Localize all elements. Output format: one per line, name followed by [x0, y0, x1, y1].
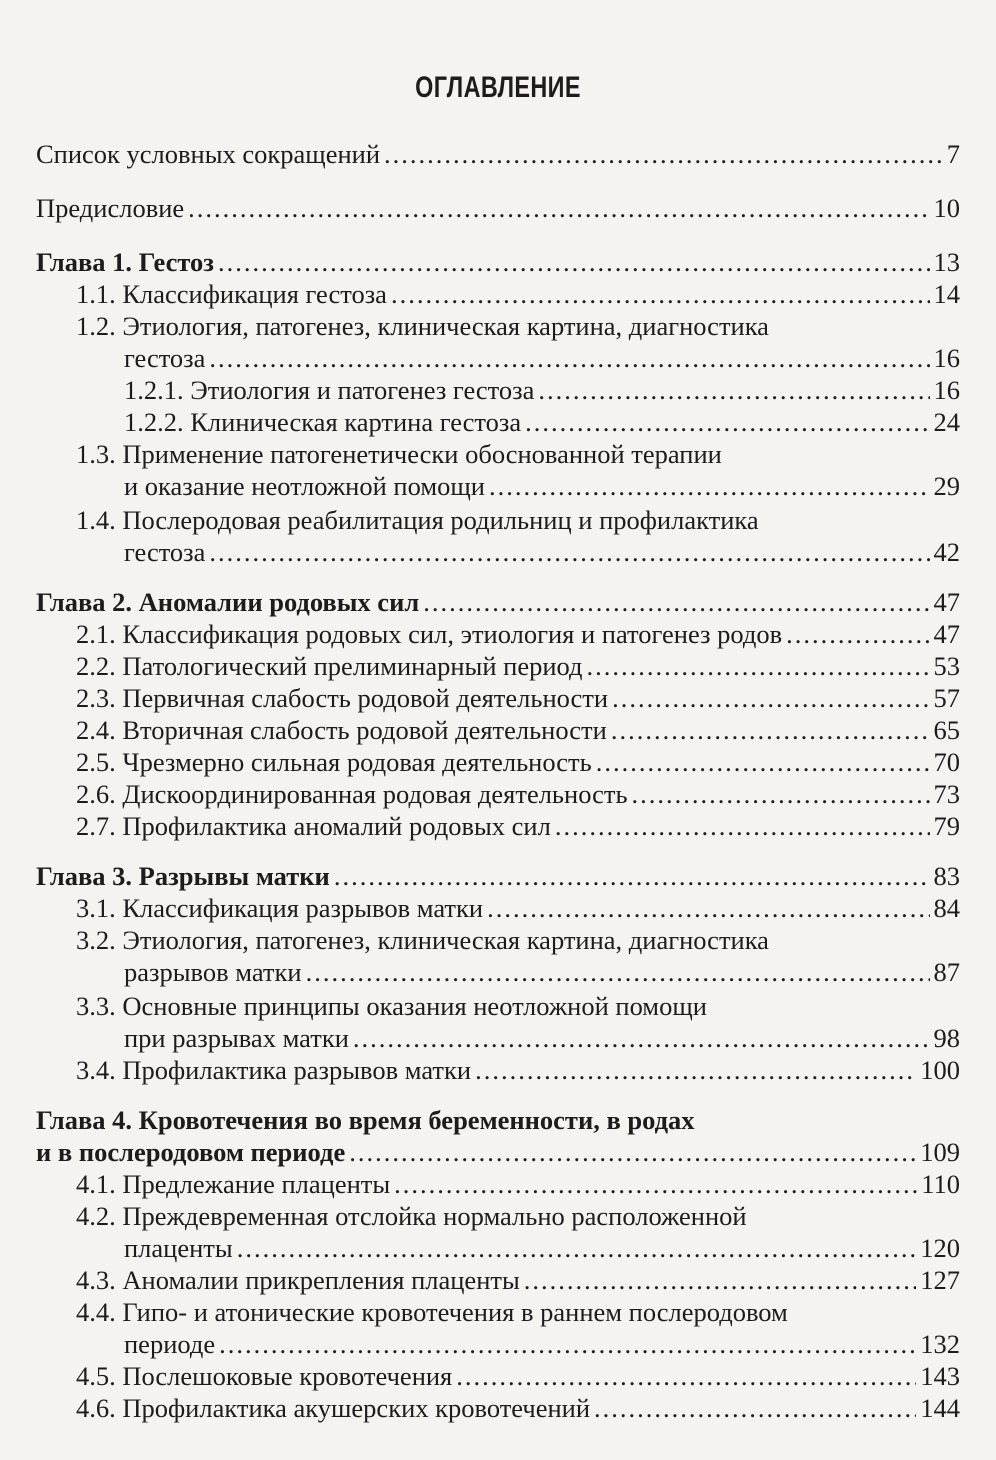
toc-page-number: 24 — [933, 407, 960, 437]
toc-entry-title: 1.2.1. Этиология и патогенез гестоза — [124, 375, 535, 405]
leader-dots — [594, 1392, 916, 1424]
toc-entry-preface[interactable] — [36, 192, 960, 224]
toc-entry-title-first-line: 4.2. Преждевременная отслойка нормально расположенной — [76, 1201, 747, 1231]
toc-page-number: 7 — [946, 139, 960, 169]
leader-dots — [538, 374, 929, 406]
toc-entry-title: 4.6. Профилактика акушерских кровотечений — [76, 1393, 591, 1423]
toc-entry-3-3[interactable] — [36, 990, 960, 1054]
leader-dots — [525, 406, 929, 438]
toc-page-number: 10 — [933, 193, 960, 223]
toc-chapter-1[interactable] — [36, 246, 960, 278]
leader-dots — [611, 714, 930, 746]
toc-page-number: 120 — [920, 1233, 960, 1263]
leader-dots — [587, 650, 930, 682]
toc-entry-title-first-line: 1.4. Послеродовая реабилитация родильниц и профилактика — [76, 505, 759, 535]
leader-dots — [188, 192, 929, 224]
toc-entry-title: 2.7. Профилактика аномалий родовых сил — [76, 811, 551, 841]
toc-page-number: 84 — [933, 893, 960, 923]
toc-entry-2-6[interactable] — [36, 778, 960, 810]
toc-entry-title: 4.1. Предлежание плаценты — [76, 1169, 391, 1199]
toc-page-number: 73 — [933, 779, 960, 809]
toc-page-number: 47 — [933, 619, 960, 649]
toc-entry-title: разрывов матки — [124, 957, 302, 987]
toc-entry-title: и оказание неотложной помощи — [124, 471, 485, 501]
toc-entry-title: Глава 1. Гестоз — [36, 247, 214, 277]
toc-entry-2-4[interactable] — [36, 714, 960, 746]
toc-entry-title: Глава 3. Разрывы матки — [36, 861, 330, 891]
toc-entry-title: при разрывах матки — [124, 1023, 349, 1053]
toc-entry-title: 2.3. Первичная слабость родовой деятельности — [76, 683, 609, 713]
toc-entry-2-3[interactable] — [36, 682, 960, 714]
toc-page-number: 42 — [933, 537, 960, 567]
toc-page-number: 143 — [920, 1361, 960, 1391]
leader-dots — [394, 1168, 917, 1200]
toc-entry-title: плаценты — [124, 1233, 233, 1263]
toc-page-number: 127 — [920, 1265, 960, 1295]
toc-entry-title: 2.4. Вторичная слабость родовой деятельности — [76, 715, 607, 745]
toc-entry-title: 4.5. Послешоковые кровотечения — [76, 1361, 453, 1391]
toc-entry-title: Предисловие — [36, 193, 185, 223]
toc-entry-title: 2.2. Патологический прелиминарный период — [76, 651, 583, 681]
toc-entry-title-first-line: Глава 4. Кровотечения во время беременности, в родах — [36, 1105, 695, 1135]
toc-entry-4-4[interactable] — [36, 1296, 960, 1360]
toc-entry-4-3[interactable] — [36, 1264, 960, 1296]
toc-page-number: 53 — [933, 651, 960, 681]
toc-entry-title: и в послеродовом периоде — [36, 1137, 346, 1167]
toc-entry-title-first-line: 3.2. Этиология, патогенез, клиническая картина, диагностика — [76, 925, 769, 955]
leader-dots — [423, 586, 929, 618]
leader-dots — [349, 1136, 916, 1168]
leader-dots — [489, 470, 930, 502]
leader-dots — [612, 682, 929, 714]
leader-dots — [391, 278, 930, 310]
toc-page-number: 70 — [933, 747, 960, 777]
toc-entry-3-1[interactable] — [36, 892, 960, 924]
toc-page-number: 16 — [933, 343, 960, 373]
leader-dots — [306, 956, 930, 988]
toc-entry-title: периоде — [124, 1329, 216, 1359]
leader-dots — [353, 1022, 930, 1054]
toc-page-number: 65 — [933, 715, 960, 745]
toc-page-number: 144 — [920, 1393, 960, 1423]
toc-entry-1-1[interactable] — [36, 278, 960, 310]
toc-page-number: 79 — [933, 811, 960, 841]
toc-entry-1-3[interactable] — [36, 438, 960, 502]
toc-page-number: 109 — [920, 1137, 960, 1167]
leader-dots — [475, 1054, 916, 1086]
toc-entry-4-2[interactable] — [36, 1200, 960, 1264]
toc-entry-4-1[interactable] — [36, 1168, 960, 1200]
toc-entry-title: 2.6. Дискоординированная родовая деятельность — [76, 779, 628, 809]
toc-entry-title: 3.4. Профилактика разрывов матки — [76, 1055, 472, 1085]
toc-entry-title: 2.1. Классификация родовых сил, этиология и патогенез родов — [76, 619, 783, 649]
leader-dots — [555, 810, 930, 842]
toc-page-number: 132 — [920, 1329, 960, 1359]
toc-entry-2-2[interactable] — [36, 650, 960, 682]
toc-entry-title: гестоза — [124, 537, 206, 567]
toc-entry-title: Список условных сокращений — [36, 139, 381, 169]
toc-entry-1-2[interactable] — [36, 310, 960, 374]
toc-entry-title: 1.2.2. Клиническая картина гестоза — [124, 407, 522, 437]
toc-entry-1-2-2[interactable] — [36, 406, 960, 438]
leader-dots — [786, 618, 929, 650]
page-title: ОГЛАВЛЕНИЕ — [415, 71, 581, 104]
toc-entry-title: 2.5. Чрезмерно сильная родовая деятельность — [76, 747, 592, 777]
toc-page-number: 13 — [933, 247, 960, 277]
leader-dots — [456, 1360, 916, 1392]
toc-entry-title: 1.1. Классификация гестоза — [76, 279, 387, 309]
leader-dots — [237, 1232, 917, 1264]
toc-page-number: 47 — [933, 587, 960, 617]
leader-dots — [219, 1328, 916, 1360]
toc-entry-4-6[interactable] — [36, 1392, 960, 1424]
toc-page-number: 110 — [921, 1169, 960, 1199]
leader-dots — [524, 1264, 916, 1296]
toc-entry-title-first-line: 4.4. Гипо- и атонические кровотечения в раннем послеродовом — [76, 1297, 788, 1327]
toc-entry-title-first-line: 3.3. Основные принципы оказания неотложной помощи — [76, 991, 707, 1021]
table-of-contents — [36, 138, 960, 1424]
toc-entry-1-2-1[interactable] — [36, 374, 960, 406]
toc-chapter-4[interactable] — [36, 1104, 960, 1168]
leader-dots — [632, 778, 930, 810]
toc-page-number: 83 — [933, 861, 960, 891]
toc-chapter-3[interactable] — [36, 860, 960, 892]
toc-entry-abbreviations[interactable] — [36, 138, 960, 170]
toc-entry-title-first-line: 1.3. Применение патогенетически обоснованной терапии — [76, 439, 722, 469]
leader-dots — [596, 746, 930, 778]
toc-entry-3-2[interactable] — [36, 924, 960, 988]
leader-dots — [209, 342, 929, 374]
leader-dots — [384, 138, 943, 170]
toc-entry-title: гестоза — [124, 343, 206, 373]
leader-dots — [334, 860, 930, 892]
toc-entry-1-4[interactable] — [36, 504, 960, 568]
toc-entry-title: 4.3. Аномалии прикрепления плаценты — [76, 1265, 520, 1295]
toc-entry-4-5[interactable] — [36, 1360, 960, 1392]
toc-page-number: 57 — [933, 683, 960, 713]
toc-page-number: 87 — [933, 957, 960, 987]
toc-entry-2-7[interactable] — [36, 810, 960, 842]
toc-page-number: 29 — [933, 471, 960, 501]
toc-page-number: 14 — [933, 279, 960, 309]
toc-entry-2-1[interactable] — [36, 618, 960, 650]
toc-page-number: 16 — [933, 375, 960, 405]
toc-page-number: 100 — [920, 1055, 960, 1085]
toc-entry-title: 3.1. Классификация разрывов матки — [76, 893, 484, 923]
toc-chapter-2[interactable] — [36, 586, 960, 618]
toc-entry-3-4[interactable] — [36, 1054, 960, 1086]
leader-dots — [209, 536, 929, 568]
leader-dots — [218, 246, 930, 278]
toc-entry-2-5[interactable] — [36, 746, 960, 778]
toc-entry-title: Глава 2. Аномалии родовых сил — [36, 587, 420, 617]
leader-dots — [487, 892, 929, 924]
toc-entry-title-first-line: 1.2. Этиология, патогенез, клиническая картина, диагностика — [76, 311, 769, 341]
toc-page-number: 98 — [933, 1023, 960, 1053]
